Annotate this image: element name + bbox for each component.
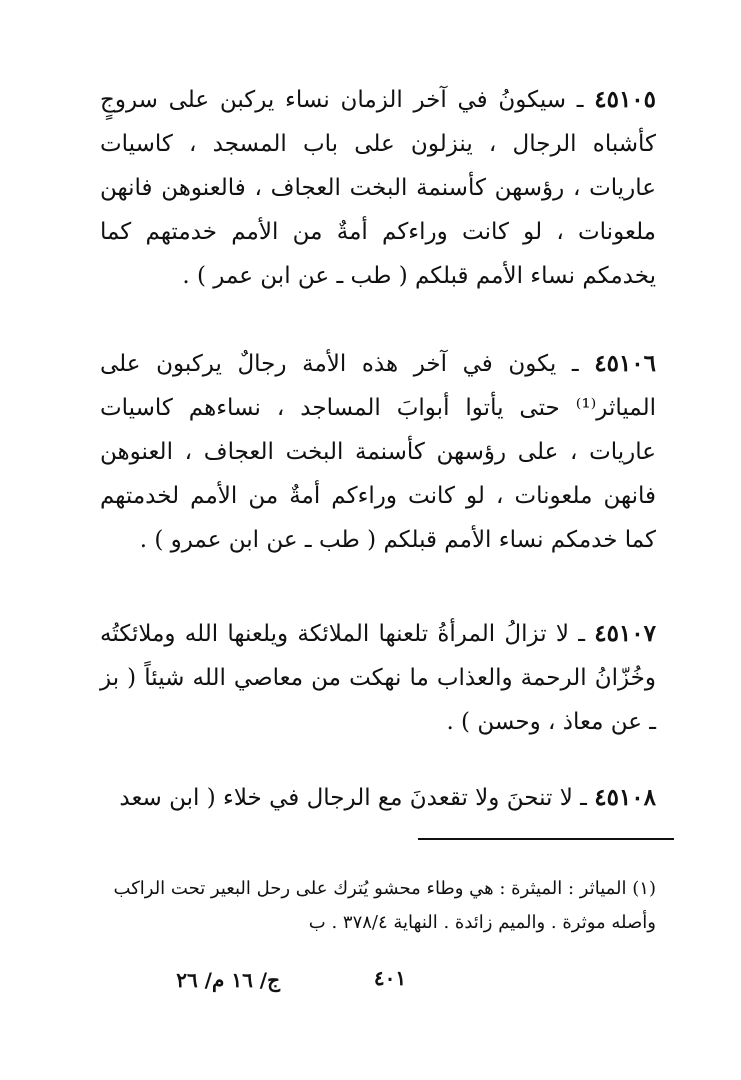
page-number: ٤٠١ [373,966,407,990]
dash: ـ [566,87,584,113]
dash: ـ [572,785,587,811]
footnote: (١) المياثر : الميثرة : هي وطاء محشو يُترك على رحل البعير تحت الراكب وأصله موثرة . والميم زائدة . النهاية ٣٧٨/٤ . ب [113,878,656,933]
footnote-divider [418,838,674,840]
hadith-number: ٤٥١٠٧ [594,620,656,647]
volume-signature: ج/ ١٦ م/ ٢٦ [176,968,280,992]
hadith-entry [100,342,656,562]
hadith-number: ٤٥١٠٥ [594,86,657,113]
hadith-text: لا تزالُ المرأةُ تلعنها الملائكة ويلعنها الله وملائكتُه وخُزّانُ الرحمة والعذاب ما نهكت من معاصي الله شيئاً ( بز ـ عن معاذ ، وحسن ) . [100,621,656,735]
hadith-text: لا تنحنَ ولا تقعدنَ مع الرجال في خلاء ( ابن سعد [119,785,573,811]
hadith-entry [100,776,656,820]
dash: ـ [556,351,579,377]
dash: ـ [568,621,585,647]
hadith-text: يكون في آخر هذه الأمة رجالٌ يركبون على المياثر⁽¹⁾ حتى يأتوا أبوابَ المساجد ، نساءهم كاسيات عاريات ، على رؤسهن كأسنمة البخت العجاف ، العنوهن فانهن ملعونات ، لو كانت وراءكم أمةٌ من الأمم لخدمتهم كما خدمكم نساء الأمم قبلكم ( طب ـ عن ابن عمرو ) . [100,351,656,553]
hadith-number: ٤٥١٠٦ [594,350,656,377]
hadith-entry [100,612,656,744]
hadith-text: سيكونُ في آخر الزمان نساء يركبن على سروجٍ كأشباه الرجال ، ينزلون على باب المسجد ، كاسيات عاريات ، رؤسهن كأسنمة البخت العجاف ، فالعنوهن فانهن ملعونات ، لو كانت وراءكم أمةٌ من الأمم خدمتهم كما يخدمكم نساء الأمم قبلكم ( طب ـ عن ابن عمر ) . [100,87,656,289]
hadith-number: ٤٥١٠٨ [594,784,656,811]
hadith-entry [100,78,656,298]
